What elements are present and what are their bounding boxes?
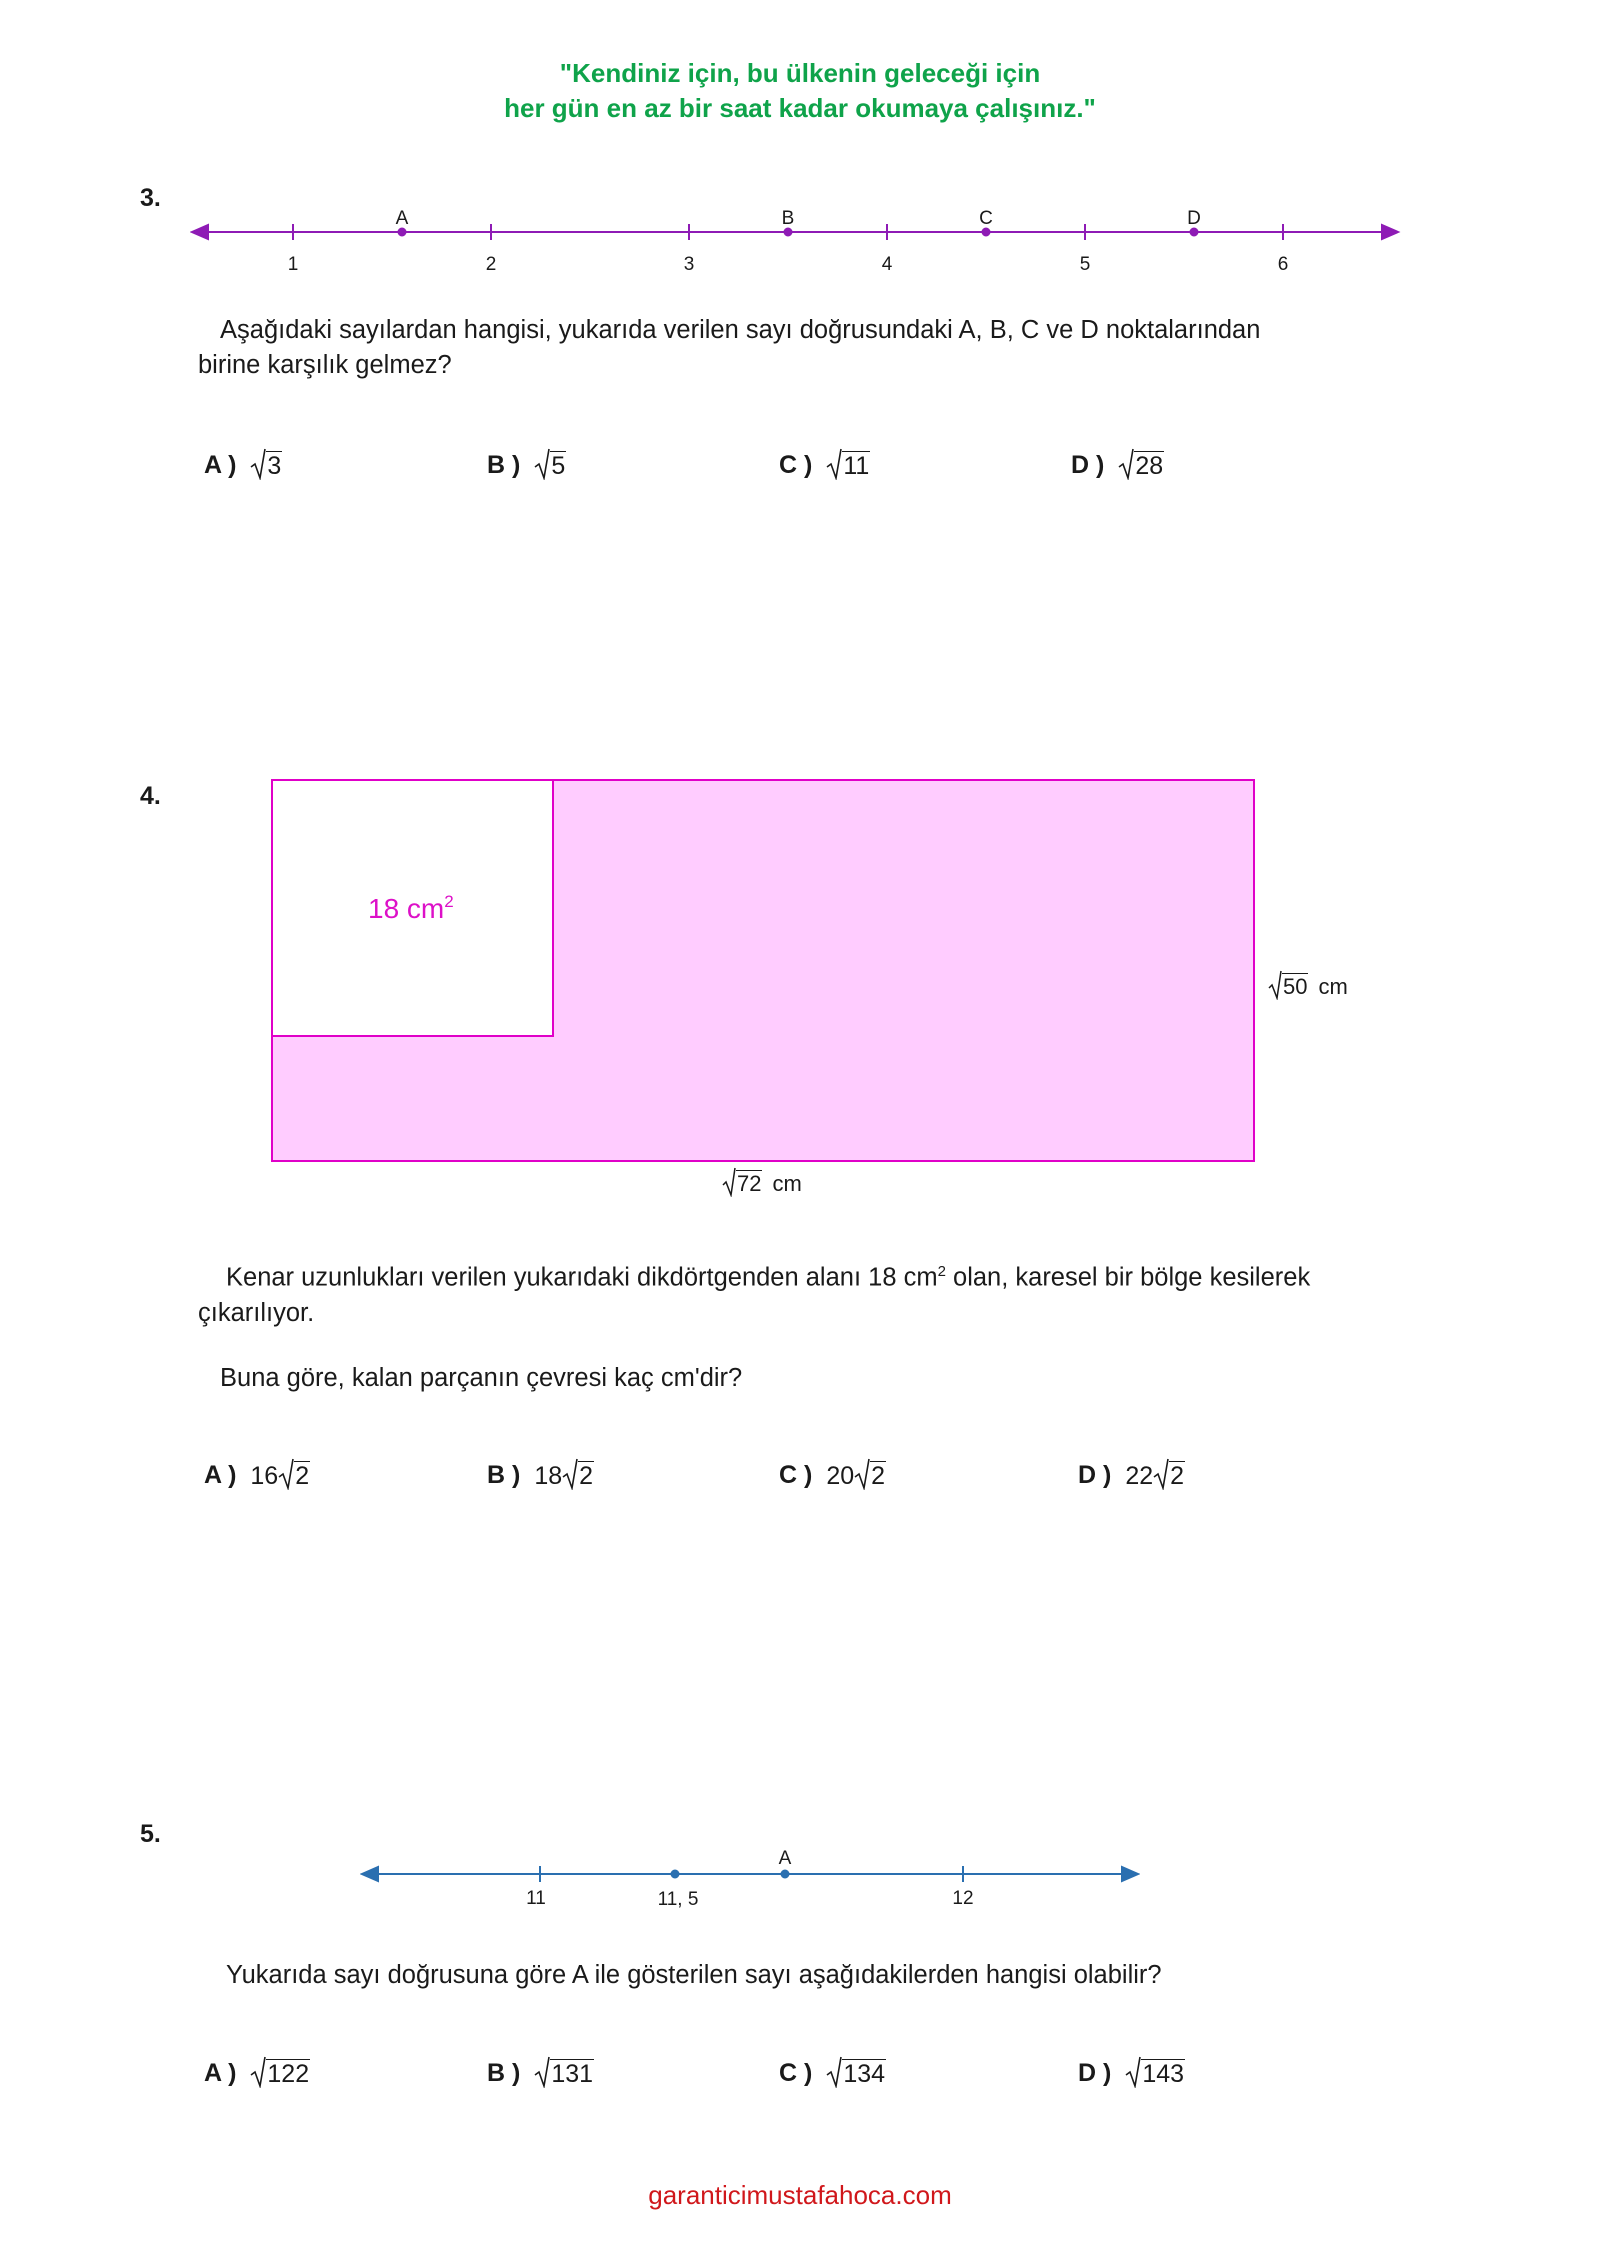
q3-option-c[interactable]: [779, 448, 870, 480]
quote-line-1: "Kendiniz için, bu ülkenin geleceği için: [559, 58, 1041, 88]
radicand: 5: [551, 452, 566, 480]
square-root: [534, 2056, 594, 2088]
question-4-rectangle-figure: [270, 778, 1270, 1168]
tick-label: 1: [287, 254, 299, 275]
option-label: A ): [204, 1461, 237, 1489]
option-label: C ): [779, 451, 813, 479]
square-root: [854, 1458, 886, 1490]
radical-sign-icon: [278, 1458, 294, 1490]
tick-label: 6: [1277, 254, 1289, 275]
q5-option-c[interactable]: [779, 2056, 886, 2088]
radical-sign-icon: [534, 2056, 550, 2088]
radicand: 2: [295, 1462, 310, 1490]
radical-sign-icon: [534, 448, 550, 480]
footer-website-link[interactable]: garanticimustafahoca.com: [648, 2180, 952, 2210]
radical-sign-icon: [562, 1458, 578, 1490]
radicand: 143: [1142, 2060, 1185, 2088]
square-root: [562, 1458, 594, 1490]
square-root: [722, 1167, 762, 1197]
point-label-a: A: [778, 1848, 792, 1869]
coefficient: 22: [1125, 1462, 1154, 1490]
radicand: 11: [843, 452, 870, 480]
option-label: D ): [1078, 1461, 1112, 1489]
coefficient: 20: [826, 1462, 855, 1490]
question-4-number: 4.: [140, 782, 161, 810]
radicand: 2: [579, 1462, 594, 1490]
square-root: [1268, 970, 1308, 1000]
radicand: 122: [267, 2060, 310, 2088]
option-label: D ): [1078, 2059, 1112, 2087]
option-label: A ): [204, 451, 237, 479]
question-3-text: [198, 313, 1448, 383]
question-5-number: 5.: [140, 1820, 161, 1848]
point-c: [983, 229, 990, 236]
tick-label: 5: [1079, 254, 1091, 275]
rectangle-height-label: [1268, 970, 1348, 1000]
radicand: 134: [843, 2060, 886, 2088]
rectangle-width-label: [722, 1167, 802, 1197]
question-3-text-line-1: Aşağıdaki sayılardan hangisi, yukarıda verilen sayı doğrusundaki A, B, C ve D noktalarından: [220, 316, 1261, 344]
radical-sign-icon: [854, 1458, 870, 1490]
question-3-number-line: [190, 200, 1410, 280]
right-arrow-icon: [1382, 225, 1398, 239]
radical-sign-icon: [1118, 448, 1134, 480]
radical-sign-icon: [1153, 1458, 1169, 1490]
square-root: [1118, 448, 1164, 480]
radicand: 50: [1283, 974, 1308, 999]
q4-option-d[interactable]: [1078, 1458, 1185, 1490]
radicand: 28: [1135, 452, 1164, 480]
q3-option-a[interactable]: [204, 448, 282, 480]
quote-line-2: her gün en az bir saat kadar okumaya çalışınız.": [504, 93, 1096, 123]
option-label: B ): [487, 451, 521, 479]
radical-sign-icon: [1268, 970, 1282, 1000]
left-arrow-icon: [362, 1867, 378, 1881]
question-5-text: Yukarıda sayı doğrusuna göre A ile gösterilen sayı aşağıdakilerden hangisi olabilir?: [226, 1961, 1162, 1989]
option-label: D ): [1071, 451, 1105, 479]
square-root: [250, 2056, 310, 2088]
option-label: B ): [487, 1461, 521, 1489]
point-label-a: A: [395, 208, 409, 229]
tick-label: 11, 5: [657, 1889, 699, 1910]
square-root: [534, 448, 566, 480]
radicand: 131: [551, 2060, 594, 2088]
square-root: [826, 448, 870, 480]
square-root: [826, 2056, 886, 2088]
radicand: 3: [267, 452, 282, 480]
area-label: 18 $cm^2$: [368, 892, 454, 924]
question-3-text-line-2: birine karşılık gelmez?: [198, 351, 452, 379]
question-4-text: [198, 1254, 1458, 1396]
point-a: [782, 1871, 789, 1878]
q4-option-a[interactable]: [204, 1458, 310, 1490]
q5-option-a[interactable]: [204, 2056, 310, 2088]
radicand: 2: [1170, 1462, 1185, 1490]
radical-sign-icon: [826, 2056, 842, 2088]
question-5-number-line: [360, 1836, 1140, 1916]
point-a: [399, 229, 406, 236]
square-root: [278, 1458, 310, 1490]
square-root: [1125, 2056, 1185, 2088]
point-label-c: C: [979, 208, 993, 229]
q4-option-c[interactable]: [779, 1458, 886, 1490]
point-label-b: B: [781, 208, 795, 229]
question-4-text-line-3: Buna göre, kalan parçanın çevresi kaç cm'dir?: [220, 1363, 743, 1392]
right-arrow-icon: [1122, 1867, 1138, 1881]
left-arrow-icon: [192, 225, 208, 239]
coefficient: 18: [534, 1462, 563, 1490]
q5-option-d[interactable]: [1078, 2056, 1185, 2088]
point-d: [1191, 229, 1198, 236]
q3-option-b[interactable]: [487, 448, 566, 480]
tick-label: 12: [952, 1888, 974, 1909]
q4-option-b[interactable]: [487, 1458, 594, 1490]
radical-sign-icon: [250, 448, 266, 480]
option-label: B ): [487, 2059, 521, 2087]
tick-label: 2: [485, 254, 497, 275]
question-4-text-line-1: Kenar uzunlukları verilen yukarıdaki dikdörtgenden alanı 18 $cm^2$ olan, karesel bir bölge kesilerek: [226, 1263, 1311, 1292]
tick-label: 4: [881, 254, 893, 275]
option-label: C ): [779, 2059, 813, 2087]
tick-label: 3: [683, 254, 695, 275]
point-b: [785, 229, 792, 236]
question-4-text-line-2: çıkarılıyor.: [198, 1298, 315, 1327]
option-label: C ): [779, 1461, 813, 1489]
radicand: 2: [871, 1462, 886, 1490]
question-3-number: 3.: [140, 184, 161, 212]
radical-sign-icon: [1125, 2056, 1141, 2088]
radical-sign-icon: [250, 2056, 266, 2088]
tick-label: 11: [526, 1888, 546, 1909]
option-label: A ): [204, 2059, 237, 2087]
square-root: [1153, 1458, 1185, 1490]
coefficient: 16: [250, 1462, 279, 1490]
square-root: [250, 448, 282, 480]
radicand: 72: [737, 1171, 762, 1196]
point-label-d: D: [1187, 208, 1201, 229]
q5-option-b[interactable]: [487, 2056, 594, 2088]
unit: cm: [1318, 974, 1348, 999]
q3-option-d[interactable]: [1071, 448, 1164, 480]
unit: cm: [772, 1171, 802, 1196]
radical-sign-icon: [722, 1167, 736, 1197]
motivational-quote: [0, 56, 1600, 126]
midpoint-dot: [672, 1871, 679, 1878]
radical-sign-icon: [826, 448, 842, 480]
